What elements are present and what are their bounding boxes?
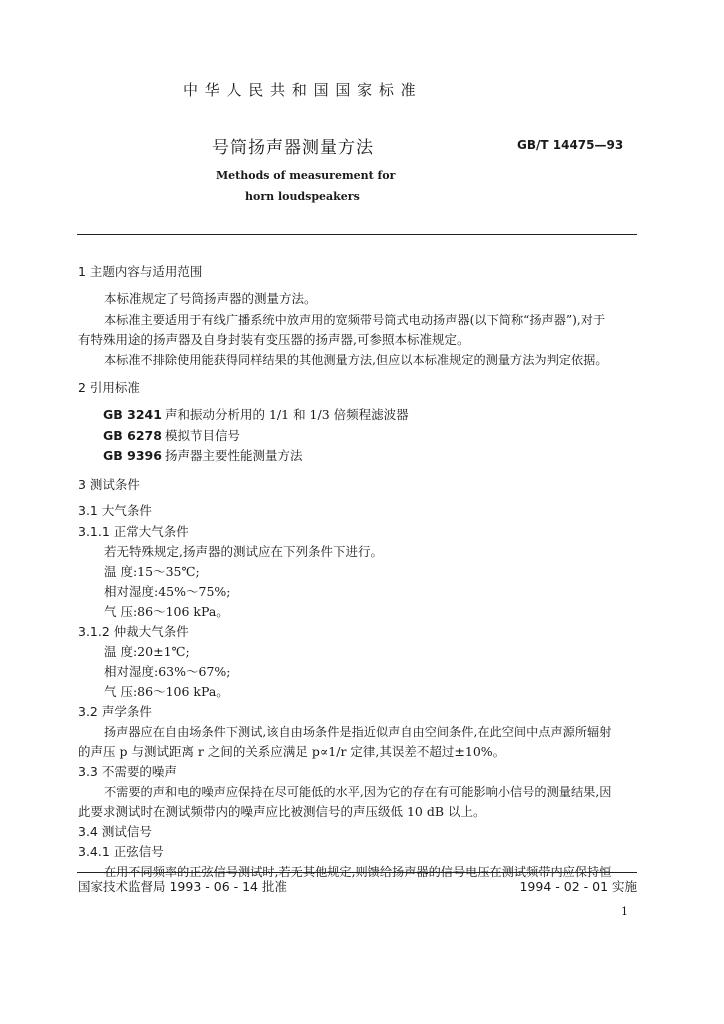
arbitration-humidity: 相对湿度:63%～67%; <box>104 664 231 679</box>
document-title: 号筒扬声器测量方法 <box>212 138 374 158</box>
section-3-1-heading: 3.1 大气条件 <box>78 503 152 518</box>
section-3-1-1-heading: 3.1.1 正常大气条件 <box>78 524 189 539</box>
section-3-3-paragraph-line-2: 此要求测试时在测试频带内的噪声应比被测信号的声压级低 10 dB 以上。 <box>78 804 486 819</box>
normal-humidity: 相对湿度:45%～75%; <box>104 584 231 599</box>
section-2-heading: 2 引用标准 <box>78 380 140 395</box>
section-1-paragraph-3: 本标准不排除使用能获得同样结果的其他测量方法,但应以本标准规定的测量方法为判定依据。 <box>104 353 608 367</box>
reference-code: GB 6278 <box>103 428 162 443</box>
section-3-1-2-heading: 3.1.2 仲裁大气条件 <box>78 624 189 639</box>
section-3-2-heading: 3.2 声学条件 <box>78 704 152 719</box>
reference-gb9396 <box>103 449 303 463</box>
reference-title: 扬声器主要性能测量方法 <box>165 448 303 463</box>
section-3-1-1-intro: 若无特殊规定,扬声器的测试应在下列条件下进行。 <box>104 544 383 559</box>
section-3-2-paragraph-line-1: 扬声器应在自由场条件下测试,该自由场条件是指近似声自由空间条件,在此空间中点声源所辐射 <box>104 725 612 739</box>
english-title-line-2: horn loudspeakers <box>245 190 360 203</box>
section-3-heading: 3 测试条件 <box>78 477 140 492</box>
section-3-3-paragraph-line-1: 不需要的声和电的噪声应保持在尽可能低的水平,因为它的存在有可能影响小信号的测量结果,因 <box>104 785 612 799</box>
section-1-paragraph-1: 本标准规定了号筒扬声器的测量方法。 <box>104 291 317 306</box>
implementation-date: 1994 - 02 - 01 实施 <box>519 879 637 894</box>
header-divider <box>77 234 637 235</box>
section-1-paragraph-2-line-1: 本标准主要适用于有线广播系统中放声用的宽频带号筒式电动扬声器(以下简称“扬声器”),对于 <box>104 313 606 327</box>
section-3-3-heading: 3.3 不需要的噪声 <box>78 764 177 779</box>
normal-temperature: 温 度:15～35℃; <box>104 564 200 579</box>
approval-date: 国家技术监督局 1993 - 06 - 14 批准 <box>78 879 287 894</box>
reference-title: 模拟节目信号 <box>165 428 241 443</box>
english-title-line-1: Methods of measurement for <box>216 169 396 182</box>
reference-title: 声和振动分析用的 1/1 和 1/3 倍频程滤波器 <box>165 407 409 422</box>
reference-gb6278 <box>103 429 240 443</box>
section-3-4-1-paragraph-line-1: 在用不同频率的正弦信号测试时,若无其他规定,则馈给扬声器的信号电压在测试频带内应保持恒 <box>104 865 612 879</box>
reference-code: GB 9396 <box>103 448 162 463</box>
section-3-4-heading: 3.4 测试信号 <box>78 824 152 839</box>
national-standard-heading: 中 华 人 民 共 和 国 国 家 标 准 <box>183 81 417 99</box>
section-1-heading: 1 主题内容与适用范围 <box>78 264 203 279</box>
section-3-4-1-heading: 3.4.1 正弦信号 <box>78 844 164 859</box>
standard-number: GB/T 14475—93 <box>517 138 624 152</box>
footer-divider <box>77 872 637 873</box>
arbitration-temperature: 温 度:20±1℃; <box>104 644 190 659</box>
section-3-2-paragraph-line-2: 的声压 p 与测试距离 r 之间的关系应满足 p∝1/r 定律,其误差不超过±10%。 <box>78 744 506 759</box>
section-1-paragraph-2-line-2: 有特殊用途的扬声器及自身封装有变压器的扬声器,可参照本标准规定。 <box>78 332 470 347</box>
reference-code: GB 3241 <box>103 407 162 422</box>
reference-gb3241 <box>103 408 409 422</box>
normal-pressure: 气 压:86～106 kPa。 <box>104 604 229 619</box>
page-number: 1 <box>621 905 628 918</box>
arbitration-pressure: 气 压:86～106 kPa。 <box>104 684 229 699</box>
